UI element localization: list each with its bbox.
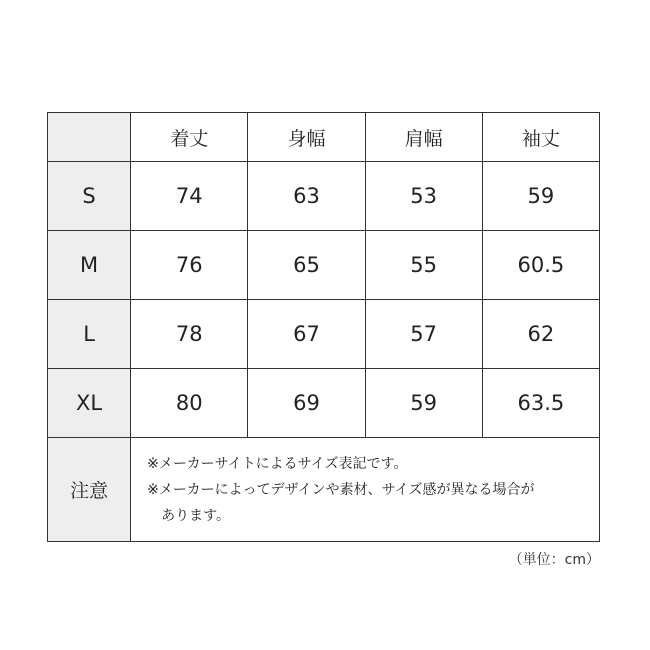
value-cell: 67 <box>248 300 365 369</box>
value-cell: 80 <box>131 369 248 438</box>
value-cell: 62 <box>482 300 599 369</box>
header-chest-width: 身幅 <box>248 113 365 162</box>
unit-label: （単位：cm） <box>508 552 600 568</box>
corner-cell <box>48 113 131 162</box>
table-row <box>48 369 600 438</box>
header-row <box>48 113 600 162</box>
header-shoulder-width: 肩幅 <box>365 113 482 162</box>
value-cell: 59 <box>482 162 599 231</box>
size-table <box>47 112 600 542</box>
value-cell: 60.5 <box>482 231 599 300</box>
notes-row <box>48 438 600 542</box>
value-cell: 63.5 <box>482 369 599 438</box>
header-sleeve-length: 袖丈 <box>482 113 599 162</box>
value-cell: 76 <box>131 231 248 300</box>
size-label: L <box>48 300 131 369</box>
note-line: あります。 <box>161 507 231 524</box>
table-row <box>48 162 600 231</box>
value-cell: 53 <box>365 162 482 231</box>
notes-label: 注意 <box>48 438 131 542</box>
table-row <box>48 231 600 300</box>
value-cell: 74 <box>131 162 248 231</box>
value-cell: 69 <box>248 369 365 438</box>
notes-body <box>131 438 600 542</box>
size-label: S <box>48 162 131 231</box>
value-cell: 57 <box>365 300 482 369</box>
value-cell: 65 <box>248 231 365 300</box>
note-line: ※メーカーによってデザインや素材、サイズ感が異なる場合が <box>147 481 535 498</box>
value-cell: 55 <box>365 231 482 300</box>
table-row <box>48 300 600 369</box>
value-cell: 78 <box>131 300 248 369</box>
header-length: 着丈 <box>131 113 248 162</box>
note-line: ※メーカーサイトによるサイズ表記です。 <box>147 455 408 472</box>
value-cell: 63 <box>248 162 365 231</box>
size-label: XL <box>48 369 131 438</box>
value-cell: 59 <box>365 369 482 438</box>
size-label: M <box>48 231 131 300</box>
